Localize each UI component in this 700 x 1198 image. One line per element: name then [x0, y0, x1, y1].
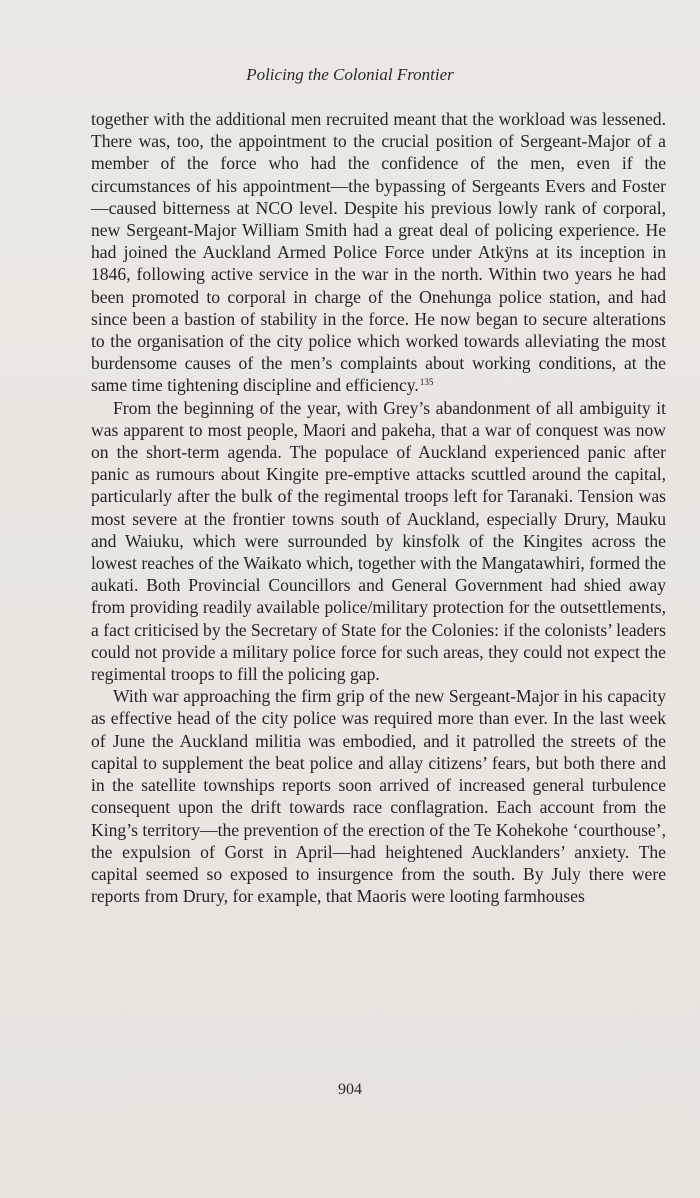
paragraph [91, 108, 666, 397]
body-text [91, 108, 666, 907]
paragraph [91, 685, 666, 907]
footnote-marker: 135 [419, 376, 434, 387]
page-number: 904 [338, 1081, 362, 1098]
paragraph [91, 397, 666, 686]
running-head: Policing the Colonial Frontier [246, 65, 454, 84]
paragraph-text: From the beginning of the year, with Grey’s abandonment of all ambiguity it was apparent to most people, Maori and pakeha, that a war of conquest was now on the short-term agenda. The populace of Auckland experienced panic after panic as rumours about Kingite pre-emptive attacks scuttled around the capital, particularly after the bulk of the regimental troops left for Taranaki. Tension was most severe at the frontier towns south of Auckland, especially Drury, Mauku and Waiuku, which were surrounded by kinsfolk of the Kingites across the lowest reaches of the Waikato which, together with the Mangatawhiri, formed the aukati. Both Provincial Councillors and General Government had shied away from providing readily available police/military protection for the outsettlements, a fact criticised by the Secretary of State for the Colonies: if the colonists’ leaders could not provide a military police force for such areas, they could not expect the regimental troops to fill the policing gap. [91, 397, 666, 685]
paragraph-text: together with the additional men recruited meant that the workload was lessened. There was, too, the appointment to the crucial position of Sergeant-Major of a member of the force who had the confidence of the men, even if the circumstances of his appointment—the bypassing of Sergeants Evers and Foster—caused bitterness at NCO level. Despite his previous lowly rank of corporal, new Sergeant-Major William Smith had a great deal of policing experience. He had joined the Auckland Armed Police Force under Atkÿns at its inception in 1846, following active service in the war in the north. Within two years he had been promoted to corporal in charge of the Onehunga police station, and had since been a bastion of stability in the force. He now began to secure alterations to the organisation of the city police which worked towards alleviating the most burdensome causes of the men’s complaints about working conditions, at the same time tightening discipline and efficiency. [91, 109, 666, 396]
paragraph-text: With war approaching the firm grip of the new Sergeant-Major in his capacity as effective head of the city police was required more than ever. In the last week of June the Auckland militia was embodied, and it patrolled the streets of the capital to supplement the beat police and allay citizens’ fears, but both there and in the satellite townships reports soon arrived of increased general turbulence consequent upon the drift towards race conflagration. Each account from the King’s territory—the prevention of the erection of the Te Kohekohe ‘courthouse’, the expulsion of Gorst in April—had heightened Aucklanders’ anxiety. The capital seemed so exposed to insurgence from the south. By July there were reports from Drury, for example, that Maoris were looting farmhouses [91, 686, 666, 907]
